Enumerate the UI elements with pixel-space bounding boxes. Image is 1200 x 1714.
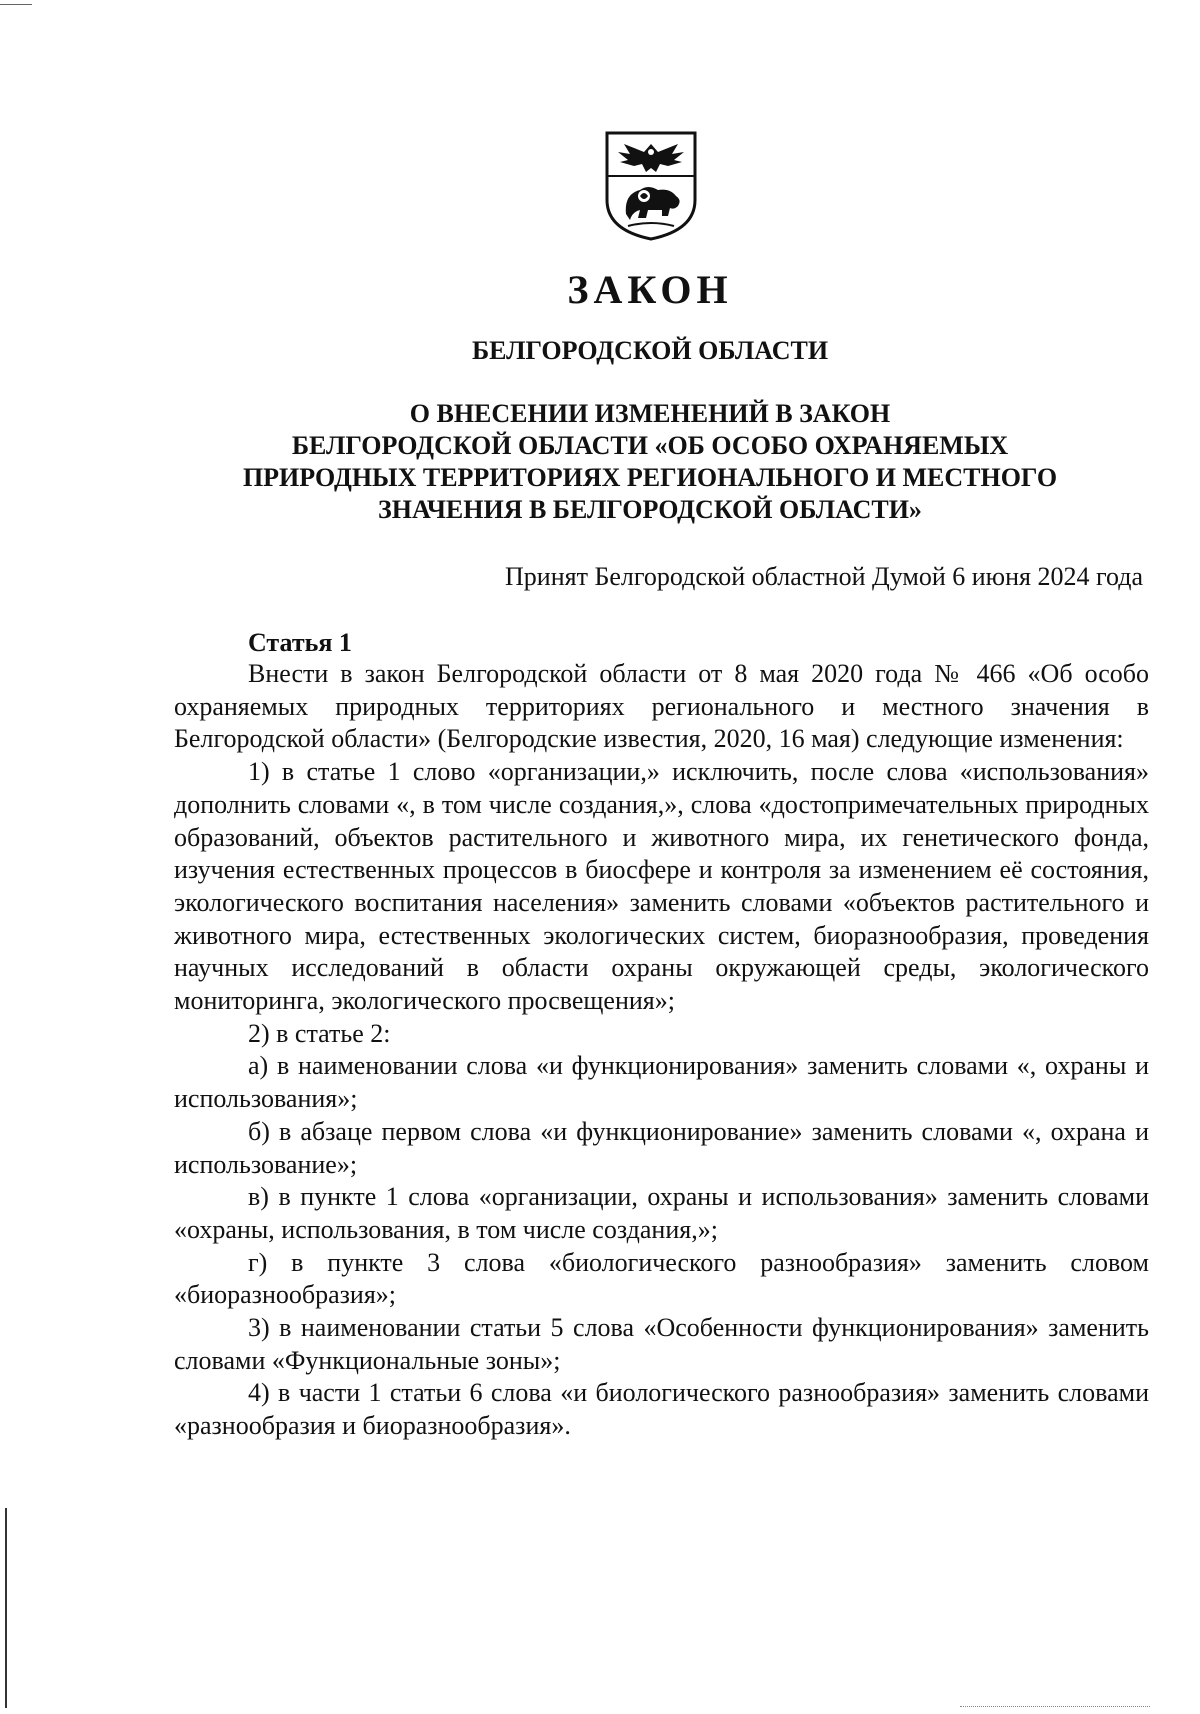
article-paragraph: в) в пункте 1 слова «организации, охраны и использования» заменить словами «охраны, использования, в том числе создания,»; (174, 1182, 1149, 1244)
coat-of-arms-icon (604, 130, 698, 242)
article-paragraph: б) в абзаце первом слова «и функционирование» заменить словами «, охрана и использование»; (174, 1116, 1149, 1179)
article-paragraph: Внести в закон Белгородской области от 8 мая 2020 года № 466 «Об особо охраняемых природных территориях регионального и местного значения в Белгородской области» (Белгородские известия, 2020, 16 мая) следующие изменения: (174, 659, 1149, 754)
article-paragraph: 4) в части 1 статьи 6 слова «и биологического разнообразия» заменить словами «разнообразия и биоразнообразия». (174, 1378, 1149, 1441)
subject-line: О ВНЕСЕНИИ ИЗМЕНЕНИЙ В ЗАКОН (409, 399, 891, 428)
article-paragraph: 3) в наименовании статьи 5 слова «Особенности функционирования» заменить словами «Функциональные зоны»; (174, 1313, 1149, 1375)
subject-line: ПРИРОДНЫХ ТЕРРИТОРИЯХ РЕГИОНАЛЬНОГО И МЕСТНОГО (242, 463, 1058, 492)
article-paragraph: а) в наименовании слова «и функционирования» заменить словами «, охраны и использования»; (174, 1051, 1149, 1114)
subject-line: БЕЛГОРОДСКОЙ ОБЛАСТИ «ОБ ОСОБО ОХРАНЯЕМЫХ (291, 431, 1009, 460)
article-paragraph: 1) в статье 1 слово «организации,» исключить, после слова «использования» дополнить словами «, в том числе создания,», слова «достопримечательных природных образований, объектов растительного и животного мира, их генетического фонда, изучения естественных процессов в биосфере и контроля за изменением её состояния, экологического воспитания населения» заменить словами «объектов растительного и животного мира, естественных экологических систем, биоразнообразия, проведения научных исследований в области охраны окружающей среды, экологического мониторинга, экологического просвещения»; (174, 757, 1149, 1016)
article-body (174, 658, 1149, 1443)
region-title: БЕЛГОРОДСКОЙ ОБЛАСТИ (471, 336, 829, 365)
article-paragraph: 2) в статье 2: (248, 1018, 391, 1048)
scan-mark (0, 4, 32, 5)
scan-bottom-mark (960, 1706, 1150, 1708)
subject-line: ЗНАЧЕНИЯ В БЕЛГОРОДСКОЙ ОБЛАСТИ» (378, 495, 922, 524)
article-paragraph: г) в пункте 3 слова «биологического разнообразия» заменить словом «биоразнообразия»; (174, 1247, 1149, 1310)
adoption-note: Принят Белгородской областной Думой 6 июня 2024 года (505, 562, 1143, 591)
scan-edge-mark (5, 1508, 7, 1708)
article-title: Статья 1 (248, 628, 352, 657)
document-title: ЗАКОН (567, 267, 733, 312)
subject-title (0, 398, 1200, 526)
